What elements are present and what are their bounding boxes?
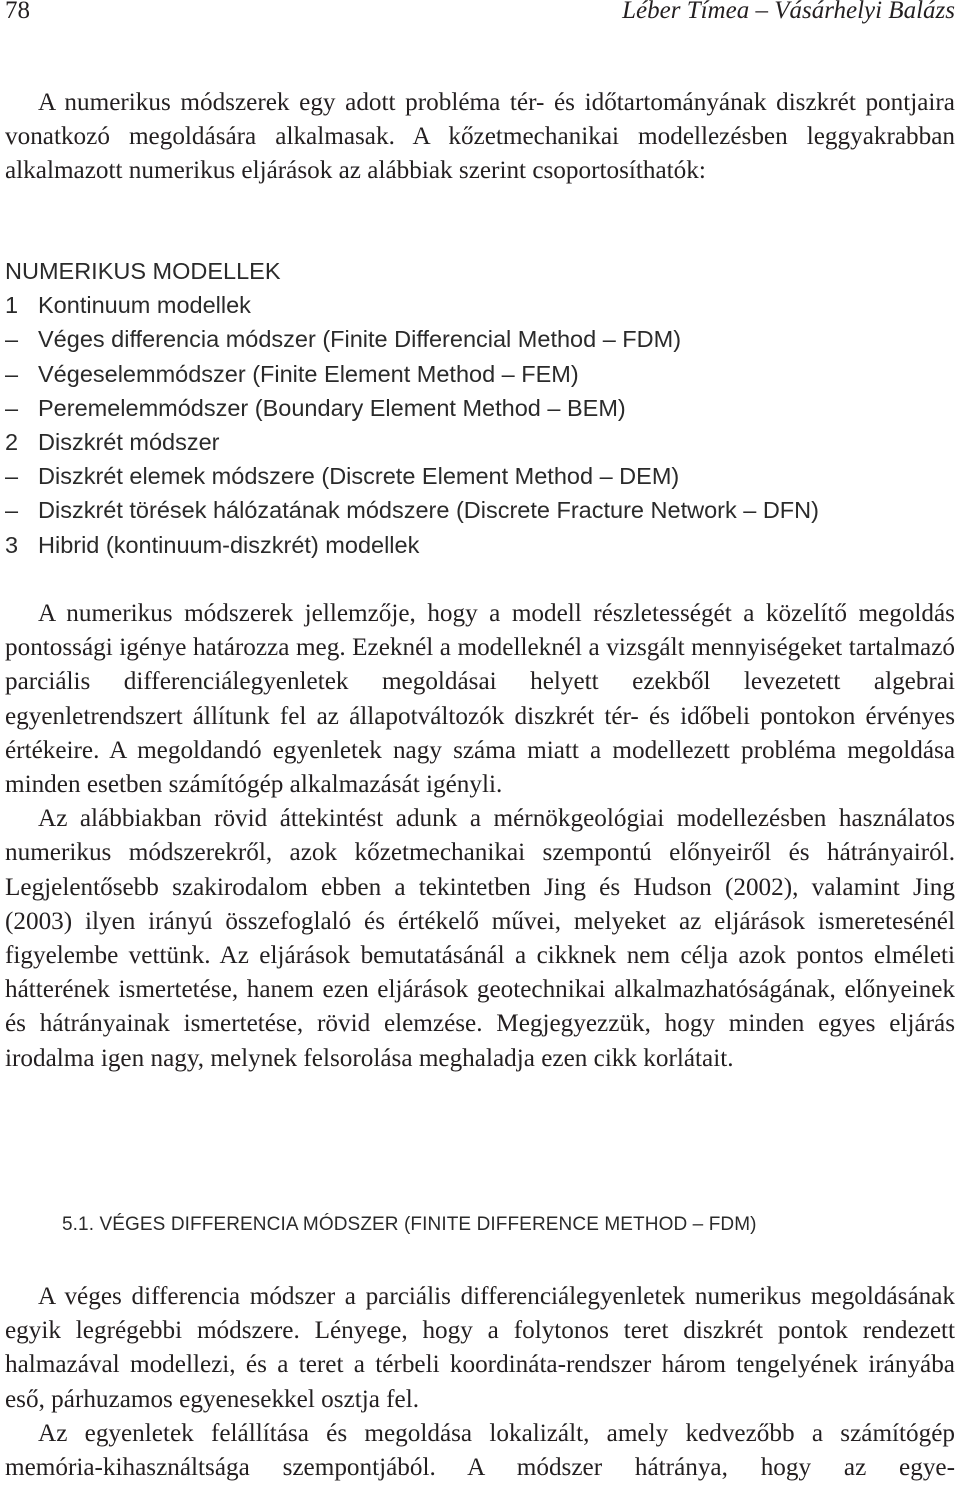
models-list-title: NUMERIKUS MODELLEK [5, 258, 281, 284]
list-item-text: Diszkrét módszer [38, 429, 220, 456]
numerical-models-list [5, 254, 955, 562]
section-paragraph: A véges differencia módszer a parciális differenciálegyenletek numerikus megoldásának egyik legrégebbi módszere. Lényege, hogy a folytonos teret diszkrét pontok rendezett halmazával modellezi, és a teret a térbeli koordináta-rendszer három tengelyének irányába eső, párhuzamos egyenesekkel osztja fel. [5, 1283, 955, 1413]
list-item [5, 357, 955, 391]
list-item-text: Peremelemmódszer (Boundary Element Method – BEM) [38, 394, 626, 421]
list-item [5, 288, 955, 322]
intro-paragraph: A numerikus módszerek egy adott probléma tér- és időtartományának diszkrét pontjaira vonatkozó megoldására alkalmasak. A kőzetmechanikai modellezésben leggyakrabban alkalmazott numerikus eljárások az alábbiak szerint csoportosíthatók: [5, 89, 955, 185]
list-item [5, 425, 955, 459]
header-authors: Léber Tímea – Vásárhelyi Balázs [622, 0, 955, 24]
running-head [5, 0, 955, 31]
list-marker: – [5, 360, 19, 387]
list-item [5, 322, 955, 356]
list-item-text: Hibrid (kontinuum-diszkrét) modellek [38, 531, 420, 558]
list-marker: 3 [5, 531, 19, 558]
list-item-text: Diszkrét törések hálózatának módszere (Discrete Fracture Network – DFN) [38, 497, 819, 524]
list-item [5, 493, 955, 527]
list-marker: 2 [5, 429, 19, 456]
list-item-text: Kontinuum modellek [38, 292, 251, 319]
list-item [5, 459, 955, 493]
page-number: 78 [5, 0, 30, 24]
list-item-text: Véges differencia módszer (Finite Differencial Method – FDM) [38, 326, 682, 353]
body-paragraph: Az alábbiakban rövid áttekintést adunk a mérnökgeológiai modellezésben használatos numerikus módszerekről, azok kőzetmechanikai szempontú előnyeiről és hátrányairól. Legjelentősebb szakirodalom ebben a tekintetben Jing és Hudson (2002), valamint Jing (2003) ilyen irányú összefoglaló és értékelő művei, melyeket az eljárások ismeretesénél figyelembe vettünk. Az eljárások bemutatásánál a cikknek nem célja azok pontos elméleti hátterének ismertetése, hanem ezen eljárások geotechnikai alkalmazhatóságának, előnyeinek és hátrányainak ismertetése, rövid elemzése. Megjegyezzük, hogy minden egyes eljárás irodalma igen nagy, melynek felsorolása meghaladja ezen cikk korlátait. [5, 805, 955, 1072]
list-item [5, 528, 955, 562]
list-marker: – [5, 463, 19, 490]
body-paragraph: A numerikus módszerek jellemzője, hogy a modell részletességét a közelítő megoldás pontossági igénye határozza meg. Ezeknél a modelleknél a vizsgált mennyiségeket tartalmazó parciális differenciálegyenletek megoldásai helyett ezekből levezetett algebrai egyenletrendszert állítunk fel az állapotváltozók diszkrét tér- és időbeli pontokon érvényes értékeire. A megoldandó egyenletek nagy száma miatt a modellezett probléma megoldása minden esetben számítógép alkalmazását igényli. [5, 600, 955, 799]
section-body [5, 1280, 955, 1485]
list-item-text: Végeselemmódszer (Finite Element Method – FEM) [38, 360, 579, 387]
list-marker: – [5, 497, 19, 524]
section-heading: 5.1. VÉGES DIFFERENCIA MÓDSZER (FINITE DIFFERENCE METHOD – FDM) [62, 1214, 757, 1235]
list-marker: – [5, 326, 19, 353]
body-text [5, 597, 955, 1076]
list-item-text: Diszkrét elemek módszere (Discrete Element Method – DEM) [38, 463, 680, 490]
list-marker: 1 [5, 292, 19, 319]
list-marker: – [5, 394, 19, 421]
list-item [5, 391, 955, 425]
section-paragraph: Az egyenletek felállítása és megoldása lokalizált, amely kedvezőbb a számítógép memória-kihasználtsága szempontjából. A módszer hátránya, hogy az egye- [5, 1419, 955, 1482]
